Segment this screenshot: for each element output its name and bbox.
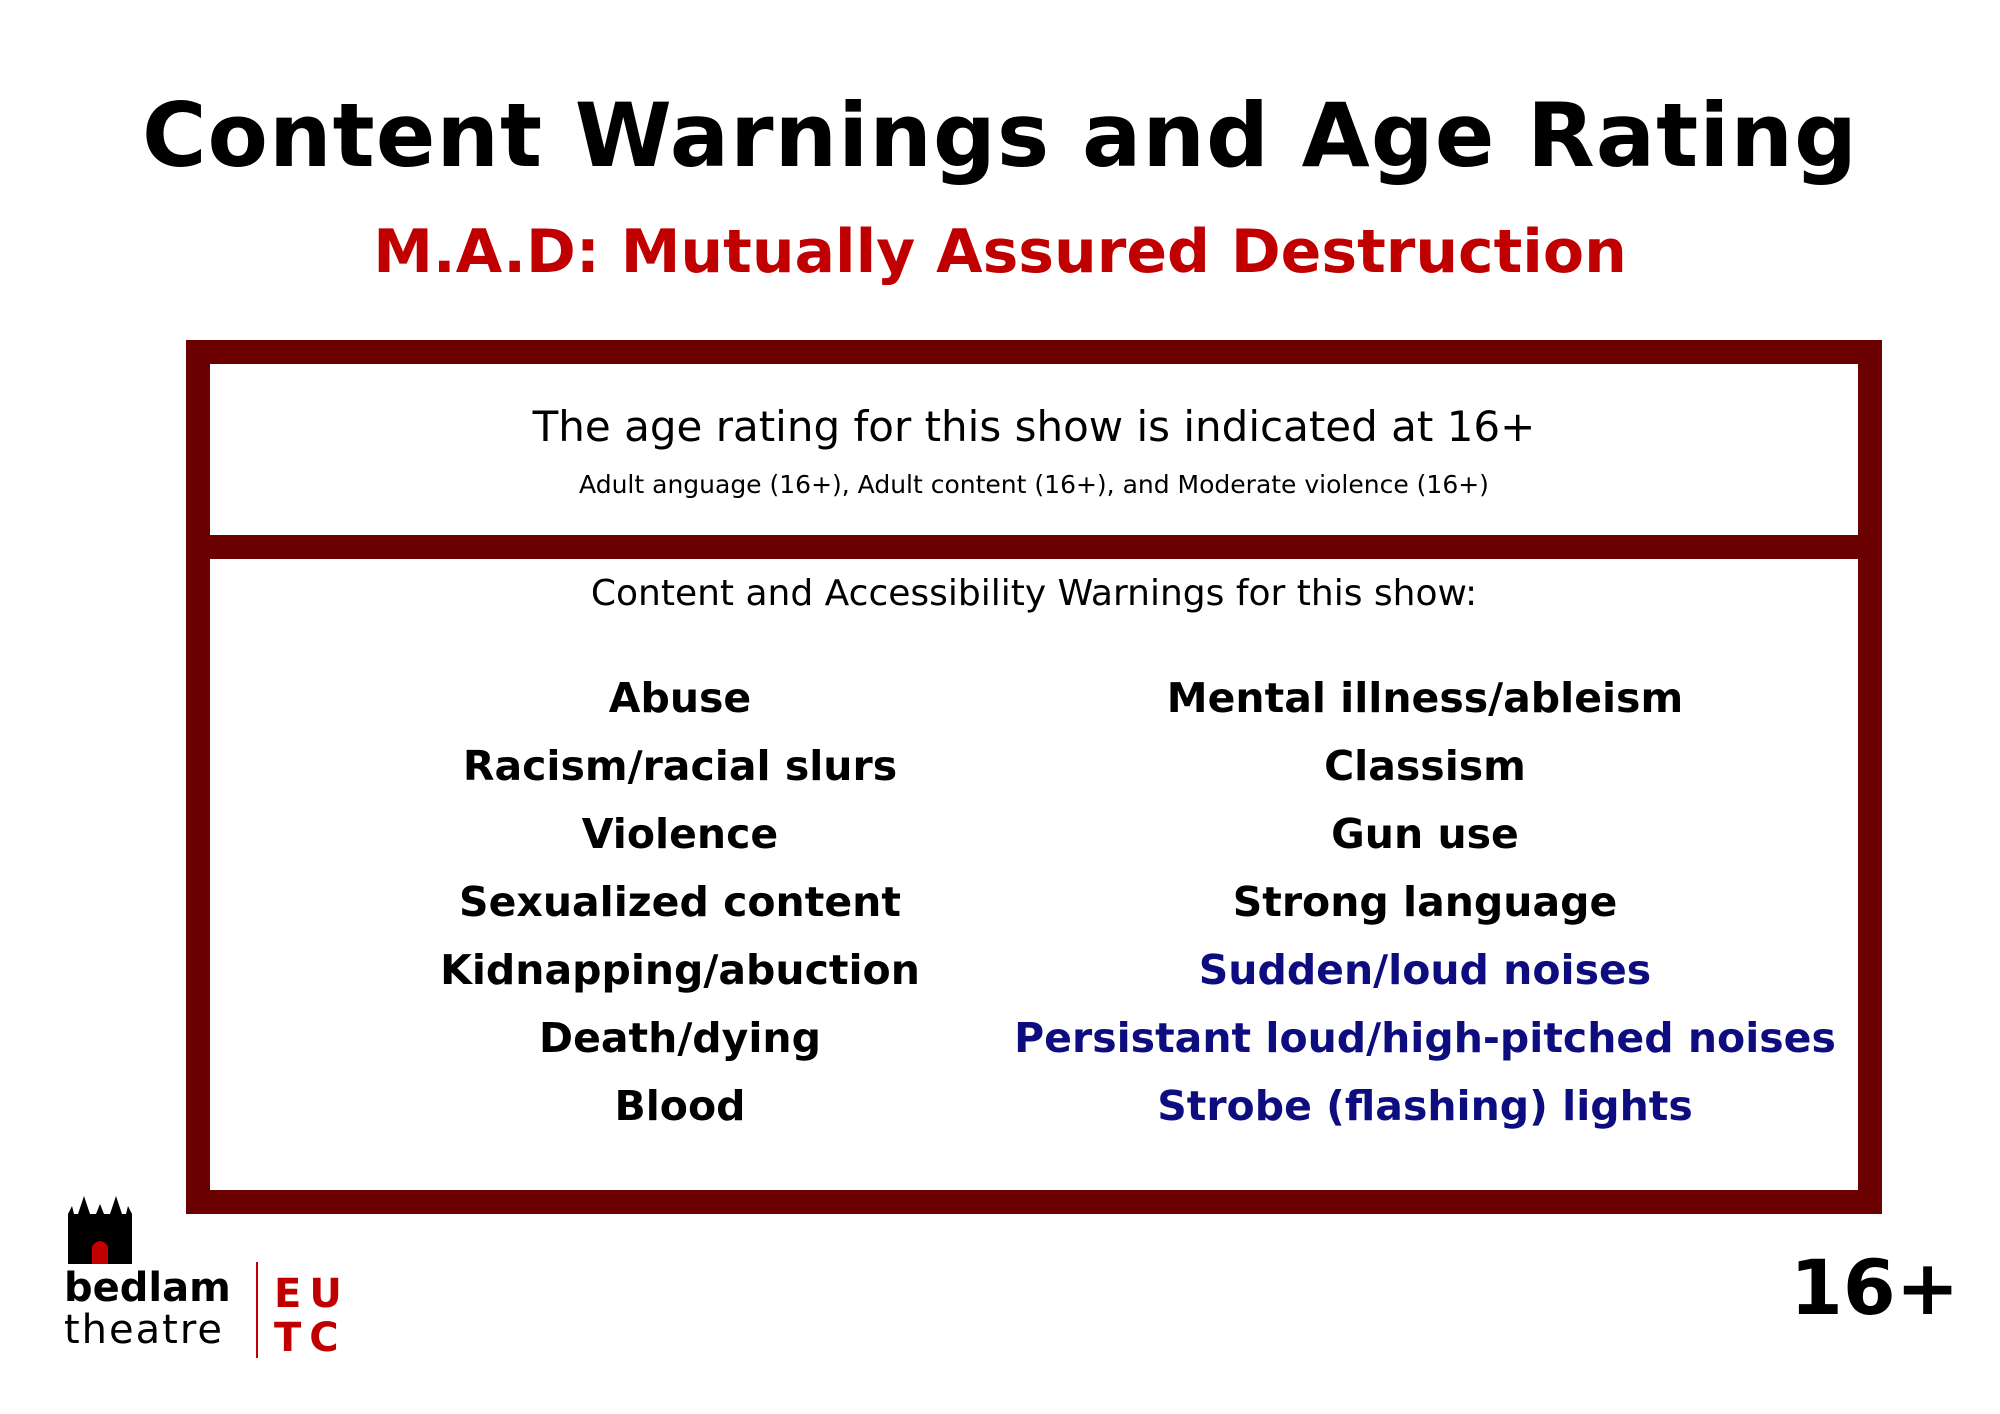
warning-item: Blood — [614, 1082, 746, 1130]
partner-mark-line-2: TC — [274, 1315, 347, 1361]
bedlam-logo — [60, 1184, 360, 1364]
warning-item: Mental illness/ableism — [1166, 674, 1684, 722]
warning-item: Strong language — [1232, 878, 1618, 926]
accessibility-warning-item: Strobe (flashing) lights — [1157, 1082, 1693, 1130]
warning-item: Kidnapping/abuction — [440, 946, 920, 994]
warning-item: Classism — [1324, 742, 1526, 790]
brand-separator — [256, 1262, 258, 1358]
age-rating-headline: The age rating for this show is indicated at 16+ — [532, 402, 1536, 451]
frame-divider — [210, 535, 1858, 559]
brand-name-theatre: theatre — [64, 1307, 225, 1353]
warning-item: Racism/racial slurs — [462, 742, 898, 790]
church-door — [92, 1241, 108, 1264]
warning-item: Gun use — [1331, 810, 1519, 858]
brand-name-bedlam: bedlam — [64, 1265, 231, 1311]
warnings-heading: Content and Accessibility Warnings for this show: — [590, 573, 1478, 614]
age-rating-detail: Adult anguage (16+), Adult content (16+), and Moderate violence (16+) — [579, 470, 1489, 499]
warning-list-right — [950, 664, 1900, 1140]
church-icon — [68, 1184, 132, 1264]
warning-item: Death/dying — [539, 1014, 821, 1062]
warning-item: Sexualized content — [459, 878, 901, 926]
partner-mark-line-1: EU — [274, 1271, 350, 1317]
accessibility-warning-item: Sudden/loud noises — [1198, 946, 1652, 994]
age-rating-badge: 16+ — [1790, 1243, 1960, 1332]
warnings-frame — [186, 340, 1882, 1214]
accessibility-warning-item: Persistant loud/high-pitched noises — [1014, 1014, 1836, 1062]
warning-item: Violence — [581, 810, 779, 858]
show-title: M.A.D: Mutually Assured Destruction — [373, 217, 1627, 287]
page-title: Content Warnings and Age Rating — [141, 84, 1859, 187]
warning-list-left — [370, 664, 990, 1140]
warning-item: Abuse — [608, 674, 752, 722]
